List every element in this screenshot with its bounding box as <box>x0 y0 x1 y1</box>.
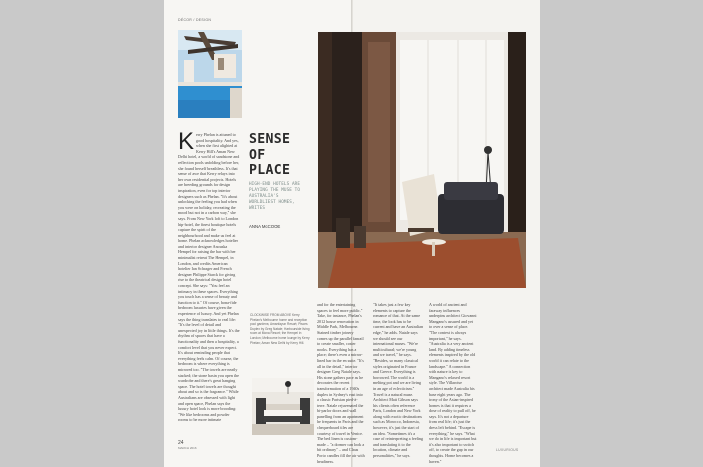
living-room-photo-art <box>318 32 526 288</box>
pool-photo <box>178 30 242 118</box>
magazine-name: LUXURIOUS <box>496 448 519 452</box>
bedroom-photo <box>252 378 314 435</box>
body-column-1 <box>178 128 240 423</box>
body-column-2: and for the entertaining spaces to feel more public." Take, for instance, Phelan's 2012 house renovation in Middle Park, Melbourne. Stained timber joinery comes up the parallel fanrail to create smaller, cosier nooks. Everything has a place; there's even a mirror-lined bar in the en suite. "It's all in the detail," interior designer Greg Natale says. His stone gathers pace as he decorates the recent transformation of a 1940s duplex in Sydney's east into a classic Parisian pied-à-terre. Natale rejuvenated the bi-parlor doors and wall panelling from an apartment he frequents in Paris and the chequerboard tiles are courtesy of travel in Venice. The bed linen is custom-made – "a dormer can look a bit ordinary" – and Claus Porto candles fill the air with headiness. <box>317 302 365 464</box>
body-column-4: A world of ancient and faraway influences underpins architect Giovanni Mangano's assured and yet to over a sense of place. "The context is always important," he says. "Australia is a very ancient land. By adding timeless elements inspired by the old world it can relate to the landscape." A connection with nature is key to Mangano's relaxed resort style. The Villaroise architect made Australia his base eight years ago. The irony of the Asian-inspired homes is that it requires a dose of reality to pull off, he says. It's not a departure from real life; it's just the dress left behind. "Escape is everything," he says. "What we do in life is important but it's also important to switch off, to create the gap in our thoughts. Home becomes a haven." <box>429 302 477 464</box>
body-column-3: "It takes just a few key elements to capture the romance of that. At the same time, the look has to be current and have an Australian edge," he adds. Natale says we should see our international muses. "We're multicultural; we're young and we travel," he says. "Besides, so many classical styles originated in France and Greece. Everything is borrowed. The world is a melting pot and we are living in an age of eclecticism." Travel is a natural muse. Architect Matt Gibson says his clients often reference Paris, London and New York along with exotic destinations such as Morocco, Indonesia, however, it's just the start of an idea. "Sometimes it's a case of reinterpreting a feeling and translating it to the location, climate and personalities," he says. <box>373 302 424 459</box>
issue-date: MARCH 2016 <box>178 446 197 450</box>
article-byline: ANNA McCOOE <box>249 224 281 229</box>
bedroom-photo-art <box>252 378 314 435</box>
photo-caption: CLOCKWISE FROM ABOVE Kerry Phelan's Melbourne home and reception pool gardens; Amanfayun Resort; Pisces Duplex by Greg Natale; Harbourside living room at Mona Resort; the Hempel in London; Melbourne home lounge by Kerry Phelan; Aman New Delhi by Kerry Hill. <box>250 313 310 345</box>
article-title <box>249 132 290 179</box>
body-column-1-text: erry Phelan is attuned to good hospitality. And yes, when she first alighted at Kerry Hill's Aman New Delhi hotel, a world of sandstone and reflection pools unfolding before her, she found herself breathless. It's that sense of awe that Kerry relays into her own residential projects. Hotels are breeding grounds for design inspiration, even for top interior designers such as Phelan. "It's about unlocking the feeling you had when you were on holiday, recreating the mood but not in a carbon way," she says. From New York loft to London hip-hotel, the finest boutique hotels capture the spirit of the neighbourhood and make us feel at home. Phelan acknowledges hotelier and interior designer Anouska Hempel for raising the bar with her minimalist retreat The Hempel, in London, and credits American hotelier Ian Schrager and French designer Philippe Starck for giving rise to the theatrical design hotel concept. She says: "You feel an intimacy in these spaces. Everything you touch has a sense of beauty and function to it." Of course, bona-fide bedroom luxuries have given the experience of luxury. And yet Phelan says the thing translates to real life: "It's the level of detail and unexpected joy in little things. It's the rhythm of spaces that have a functionality and then a hospitality, a comfort level that you never expect. It's about reminding people that everything feels calm. Of course, the bedroom is where everything is mirrored too. "The towels are neatly stacked; the stone basin you open the wardrobe and there's great hanging space. The hotel towels are thought about and so is the fragrance." While Australians are obsessed with light and open space, Phelan says the luxury hotel look is more brooding: "We like bedrooms and powder rooms to be more intimate <box>178 132 240 423</box>
pool-photo-art <box>178 30 242 118</box>
running-head: DÉCOR / DESIGN <box>178 18 212 22</box>
living-room-photo <box>318 32 526 288</box>
page-number: 24 <box>178 440 184 446</box>
title-line-1: SENSE <box>249 132 291 147</box>
drop-cap: K <box>178 128 195 155</box>
title-line-2: OF <box>249 147 266 163</box>
article-deck: HIGH-END HOTELS ARE PLAYING THE MUSE TO AUSTRALIA'S WORLDLIEST HOMES, WRITES <box>249 182 301 212</box>
title-line-3: PLACE <box>249 163 291 178</box>
